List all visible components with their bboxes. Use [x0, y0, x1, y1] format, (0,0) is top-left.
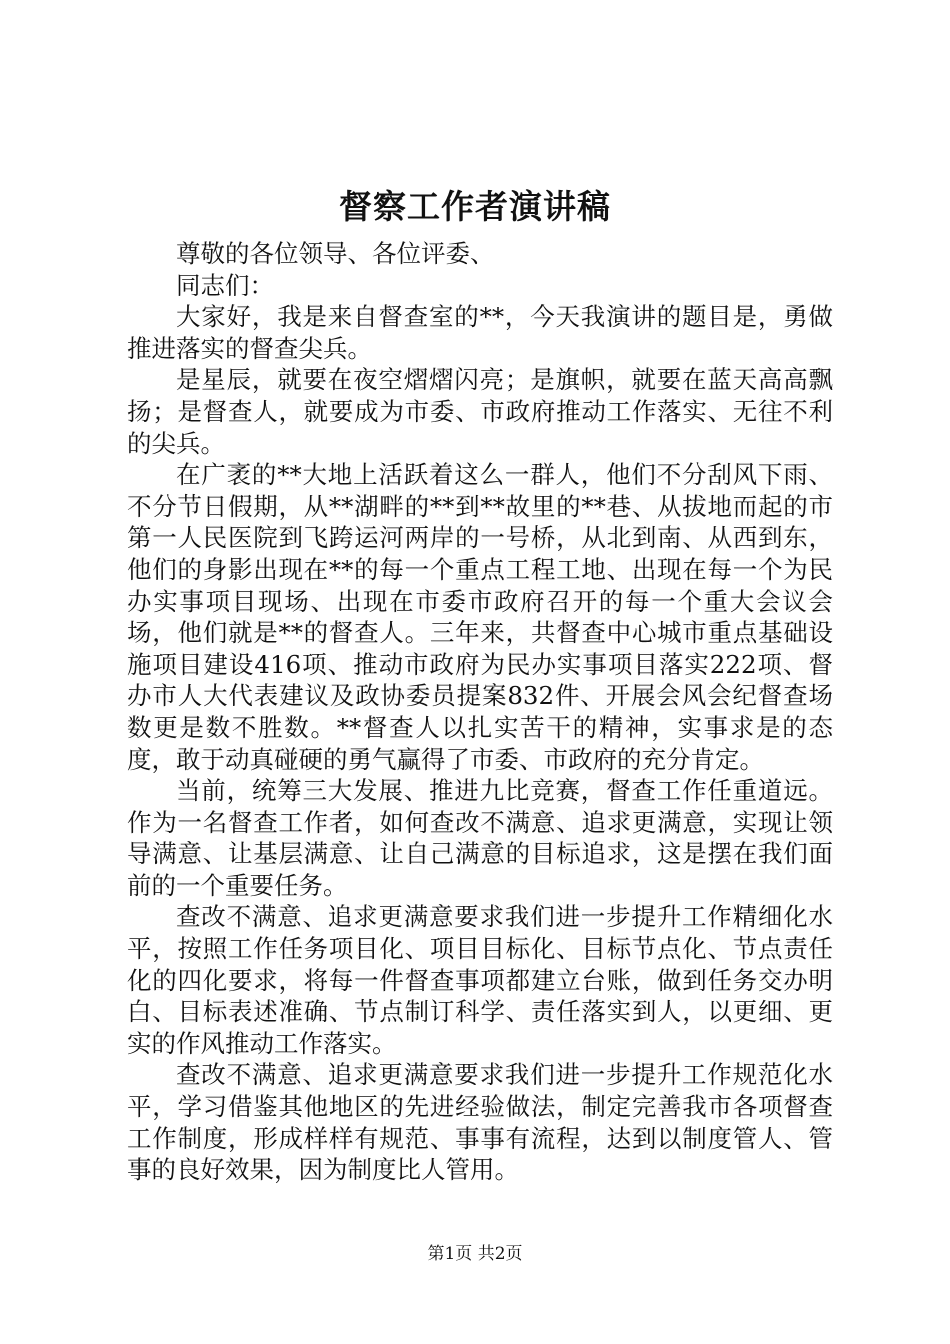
page-footer: 第1页 共2页 [427, 1244, 523, 1264]
paragraph-6: 查改不满意、追求更满意要求我们进一步提升工作规范化水平，学习借鉴其他地区的先进经验做法，制定完善我市各项督查工作制度，形成样样有规范、事事有流程，达到以制度管人、管事的良好效果，因为制度比人管用。 [127, 1060, 833, 1185]
paragraph-2: 是星辰，就要在夜空熠熠闪亮；是旗帜，就要在蓝天高高飘扬；是督查人，就要成为市委、市政府推动工作落实、无往不利的尖兵。 [127, 365, 833, 458]
paragraph-intro: 大家好，我是来自督查室的**，今天我演讲的题目是，勇做推进落实的督查尖兵。 [127, 302, 833, 363]
paragraph-5: 查改不满意、追求更满意要求我们进一步提升工作精细化水平，按照工作任务项目化、项目目标化、目标节点化、节点责任化的四化要求，将每一件督查事项都建立台账，做到任务交办明白、目标表述准确、节点制订科学、责任落实到人，以更细、更实的作风推动工作落实。 [127, 902, 833, 1058]
paragraph-salutation-2: 同志们： [176, 270, 274, 300]
document-body [127, 238, 833, 1186]
paragraph-salutation-1: 尊敬的各位领导、各位评委、 [176, 239, 495, 268]
paragraph-4: 当前，统筹三大发展、推进九比竞赛，督查工作任重道远。作为一名督查工作者，如何查改不满意、追求更满意，实现让领导满意、让基层满意、让自己满意的目标追求，这是摆在我们面前的一个重要任务。 [127, 776, 833, 900]
paragraph-3: 在广袤的**大地上活跃着这么一群人，他们不分刮风下雨、不分节日假期，从**湖畔的**到**故里的**巷、从拔地而起的市第一人民医院到飞跨运河两岸的一号桥，从北到南、从西到东，他们的身影出现在**的每一个重点工程工地、出现在每一个为民办实事项目现场、出现在市委市政府召开的每一个重大会议会场，他们就是**的督查人。三年来，共督查中心城市重点基础设施项目建设416项、推动市政府为民办实事项目落实222项、督办市人大代表建议及政协委员提案832件、开展会风会纪督查场数更是数不胜数。**督查人以扎实苦干的精神，实事求是的态度，敢于动真碰硬的勇气赢得了市委、市政府的充分肯定。 [127, 460, 833, 774]
document-title: 督察工作者演讲稿 [339, 187, 611, 226]
